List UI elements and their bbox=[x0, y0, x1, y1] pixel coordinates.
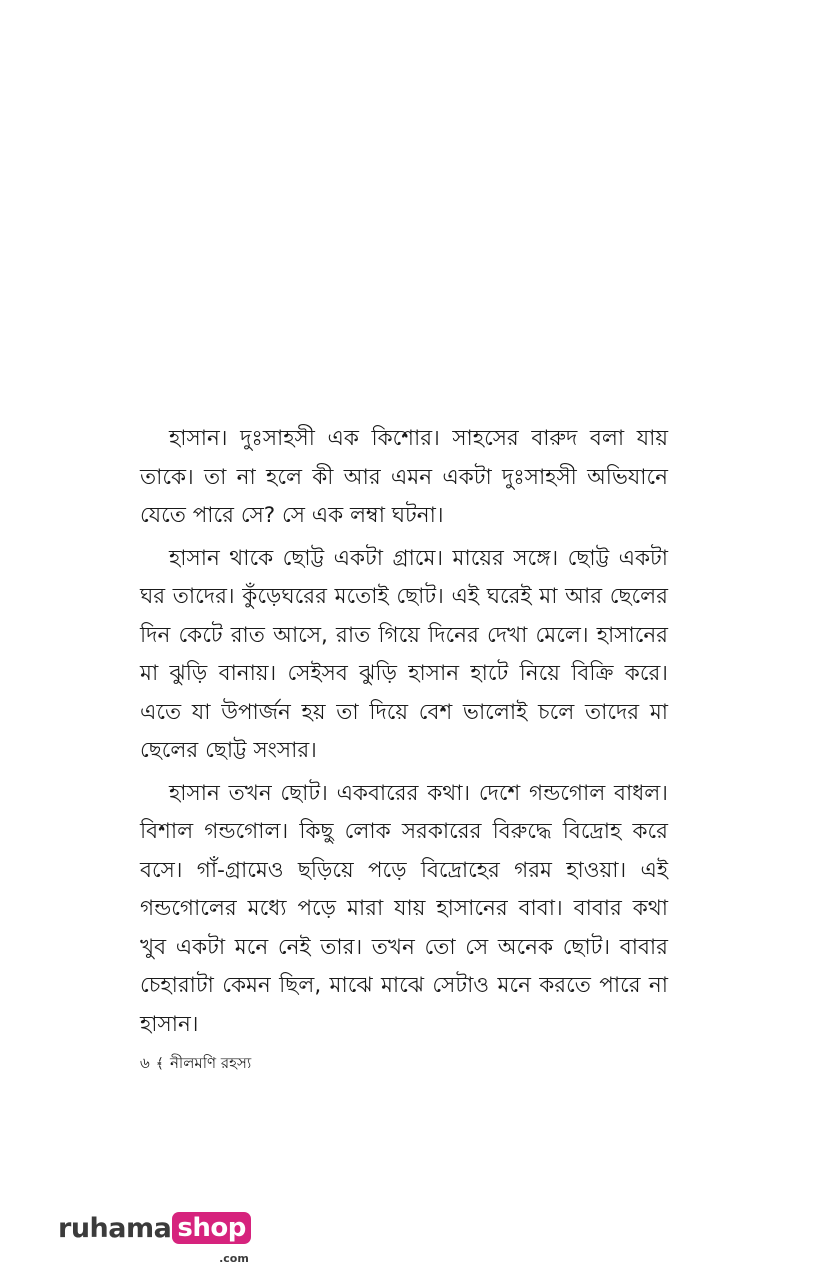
paragraph-2: হাসান থাকে ছোট্ট একটা গ্রামে। মায়ের সঙ্গে। ছোট্ট একটা ঘর তাদের। কুঁড়েঘরের মতোই ছোট। এই ঘরেই মা আর ছেলের দিন কেটে রাত আসে, রাত গিয়ে দিনের দেখা মেলে। হাসানের মা ঝুড়ি বানায়। সেইসব ঝুড়ি হাসান হাটে নিয়ে বিক্রি করে। এতে যা উপার্জন হয় তা দিয়ে বেশ ভালোই চলে তাদের মা ছেলের ছোট্ট সংসার। bbox=[140, 545, 668, 763]
ornament-icon: ﴾ bbox=[155, 1056, 164, 1072]
paragraph-3: হাসান তখন ছোট। একবারের কথা। দেশে গন্ডগোল বাধল। বিশাল গন্ডগোল। কিছু লোক সরকারের বিরুদ্ধে বিদ্রোহ করে বসে। গাঁ-গ্রামেও ছড়িয়ে পড়ে বিদ্রোহের গরম হাওয়া। এই গন্ডগোলের মধ্যে পড়ে মারা যায় হাসানের বাবা। বাবার কথা খুব একটা মনে নেই তার। তখন তো সে অনেক ছোট। বাবার চেহারাটা কেমন ছিল, মাঝে মাঝে সেটাও মনে করতে পারে না হাসান। bbox=[140, 780, 668, 1037]
logo-shop-badge bbox=[172, 1212, 250, 1265]
logo-text-shop: shop bbox=[177, 1213, 246, 1243]
ruhamashop-logo bbox=[58, 1212, 251, 1265]
book-title: নীলমণি রহস্য bbox=[169, 1054, 252, 1072]
page-footer bbox=[140, 1052, 257, 1075]
logo-text-ruhama: ruhama bbox=[58, 1213, 172, 1244]
logo-text-domain: .com bbox=[219, 1252, 249, 1265]
paragraph-1: হাসান। দুঃসাহসী এক কিশোর। সাহসের বারুদ বলা যায় তাকে। তা না হলে কী আর এমন একটা দুঃসাহসী অভিযানে যেতে পারে সে? সে এক লম্বা ঘটনা। bbox=[140, 426, 668, 528]
body-text bbox=[140, 420, 668, 1048]
page-number: ৬ bbox=[140, 1054, 150, 1072]
